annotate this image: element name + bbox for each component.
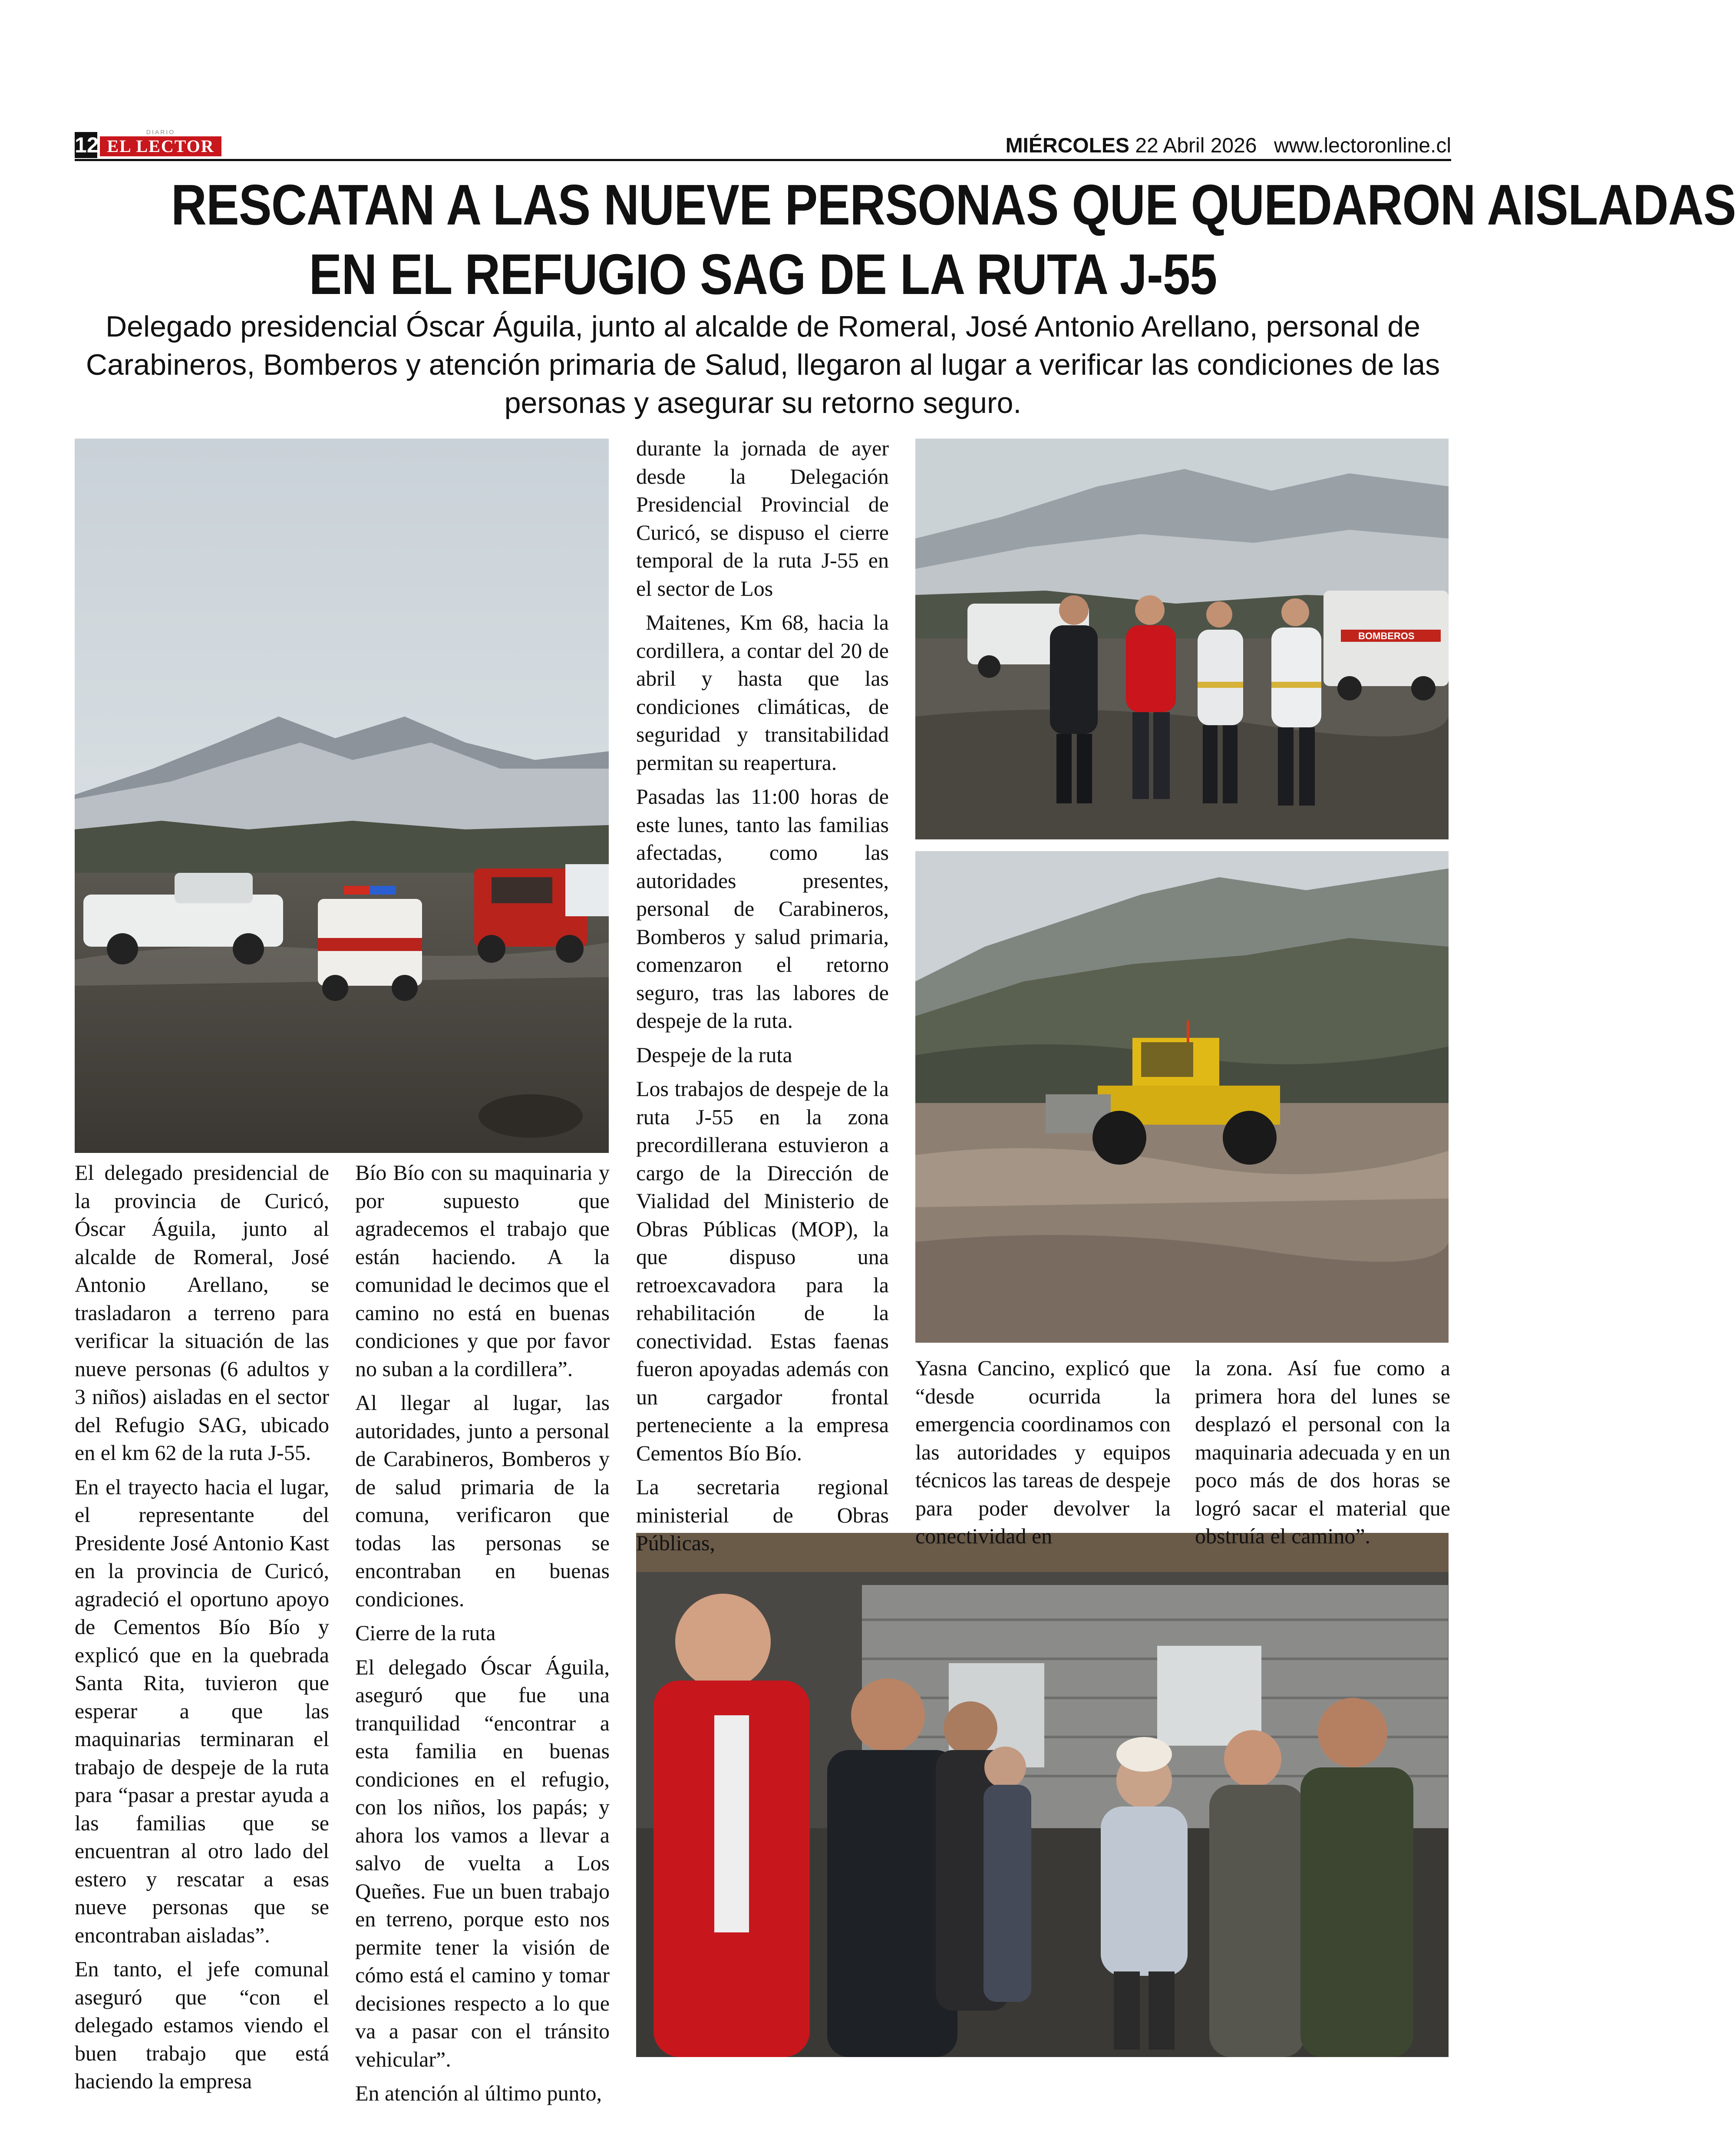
col1-paragraph-2: En el trayecto hacia el lugar, el representante del Presidente José Antonio Kast en la provincia de Curicó, agradeció el oportuno apoyo de Cementos Bío Bío y explicó que en la quebrada Santa Rita, tuvieron que esperar a que las maquinarias terminaran el trabajo de despeje de la ruta para “pasar a prestar ayuda a las familias que se encuentran al otro lado del estero y rescatar a esas nueve personas que se encontraban aisladas”. [75, 1474, 329, 1947]
col3-paragraph-4: Los trabajos de despeje de la ruta J-55 en la zona precordillerana estuvieron a cargo de la Dirección de Vialidad del Ministerio de Obras Públicas (MOP), la que dispuso una retroexcavadora para la rehabilitación de la conectividad. Estas faenas fueron apoyadas además con un cargador frontal perteneciente a la empresa Cementos Bío Bío. [636, 1076, 889, 1465]
headline [171, 170, 1736, 309]
header-date: 22 Abril 2026 [1135, 134, 1257, 157]
col3-subhead: Despeje de la ruta [636, 1042, 792, 1067]
header-day: MIÉRCOLES [1005, 134, 1129, 157]
deck: Delegado presidencial Óscar Águila, junto al alcalde de Romeral, José Antonio Arellano, personal de Carabineros, Bomberos y atención primaria de Salud, llegaron al lugar a verificar las condiciones de las personas y asegurar su retorno seguro. [86, 310, 1440, 419]
col1-paragraph-1: El delegado presidencial de la provincia de Curicó, Óscar Águila, junto al alcalde de Romeral, José Antonio Arellano, se trasladaron a terreno para verificar la situación de las nueve personas (6 adultos y 3 niños) aisladas en el sector del Refugio SAG, ubicado en el km 62 de la ruta J-55. [75, 1160, 329, 1465]
article-column-1 [75, 1159, 329, 2101]
col3-paragraph-5: La secretaria regional ministerial de Obras Públicas, [636, 1475, 889, 1555]
col2-subhead: Cierre de la ruta [355, 1621, 496, 1645]
col5-paragraph-1: la zona. Así fue como a primera hora del lunes se desplazó el personal con la maquinaria adecuada y en un poco más de dos horas se logró sacar el material que obstruía el camino”. [1195, 1356, 1450, 1548]
masthead-tagline: DIARIO [146, 129, 175, 135]
article-column-3 [636, 434, 889, 1563]
headline-line-1: RESCATAN A LAS NUEVE PERSONAS QUE QUEDARON AISLADAS [171, 173, 1736, 237]
header-dateline [1006, 133, 1451, 159]
photo-front-loader [915, 851, 1449, 1343]
col3-paragraph-1: durante la jornada de ayer desde la Delegación Presidencial Provincial de Curicó, se dispuso el cierre temporal de la ruta J-55 en el sector de Los [636, 436, 889, 601]
photo-vehicles-snowy-valley [75, 439, 609, 1153]
photo-group-refuge [636, 1533, 1449, 2057]
article-column-4 [915, 1354, 1171, 1556]
col4-paragraph-1: Yasna Cancino, explicó que “desde ocurrida la emergencia coordinamos con las autoridades y equipos técnicos las tareas de despeje para poder devolver la conectividad en [915, 1356, 1171, 1548]
headline-line-2: EN EL REFUGIO SAG DE LA RUTA J-55 [309, 242, 1217, 306]
col1-paragraph-3: En tanto, el jefe comunal aseguró que “con el delegado estamos viendo el buen trabajo que está haciendo la empresa [75, 1957, 329, 2093]
article-column-5 [1195, 1354, 1450, 1556]
col2-paragraph-3: El delegado Óscar Águila, aseguró que fue una tranquilidad “encontrar a esta familia en buenas condiciones en el refugio, con los niños, los papás; y ahora los vamos a llevar a salvo de vuelta a Los Queñes. Fue un buen trabajo en terreno, porque esto nos permite tener la visión de cómo está el camino y tomar decisiones respecto a lo que va a pasar con el tránsito vehicular”. [355, 1654, 610, 2071]
col2-paragraph-2: Al llegar al lugar, las autoridades, junto a personal de Carabineros, Bomberos y de salud primaria de la comuna, verificaron que todas las personas se encontraban en buenas condiciones. [355, 1390, 610, 1611]
article-column-2 [355, 1159, 610, 2113]
bomberos-truck-label: BOMBEROS [1358, 631, 1415, 641]
col2-paragraph-4: En atención al último punto, [355, 2081, 602, 2105]
col2-paragraph-1: Bío Bío con su maquinaria y por supuesto que agradecemos el trabajo que están haciendo. A la comunidad le decimos que el camino no está en buenas condiciones y que por favor no suban a la cordillera”. [355, 1160, 610, 1381]
col3-paragraph-3: Pasadas las 11:00 horas de este lunes, tanto las familias afectadas, como las autoridades presentes, personal de Carabineros, Bomberos y salud primaria, comenzaron el retorno seguro, tras las labores de despeje de la ruta. [636, 784, 889, 1033]
header-rule [75, 159, 1451, 161]
col3-paragraph-2: Maitenes, Km 68, hacia la cordillera, a contar del 20 de abril y hasta que las condiciones climáticas, de seguridad y transitabilidad permitan su reapertura. [636, 610, 889, 775]
page-number: 12 [75, 133, 99, 157]
header-website[interactable]: www.lectoronline.cl [1274, 134, 1451, 157]
masthead-logo: EL LECTOR [100, 136, 221, 156]
photo-officials-group [915, 439, 1449, 839]
